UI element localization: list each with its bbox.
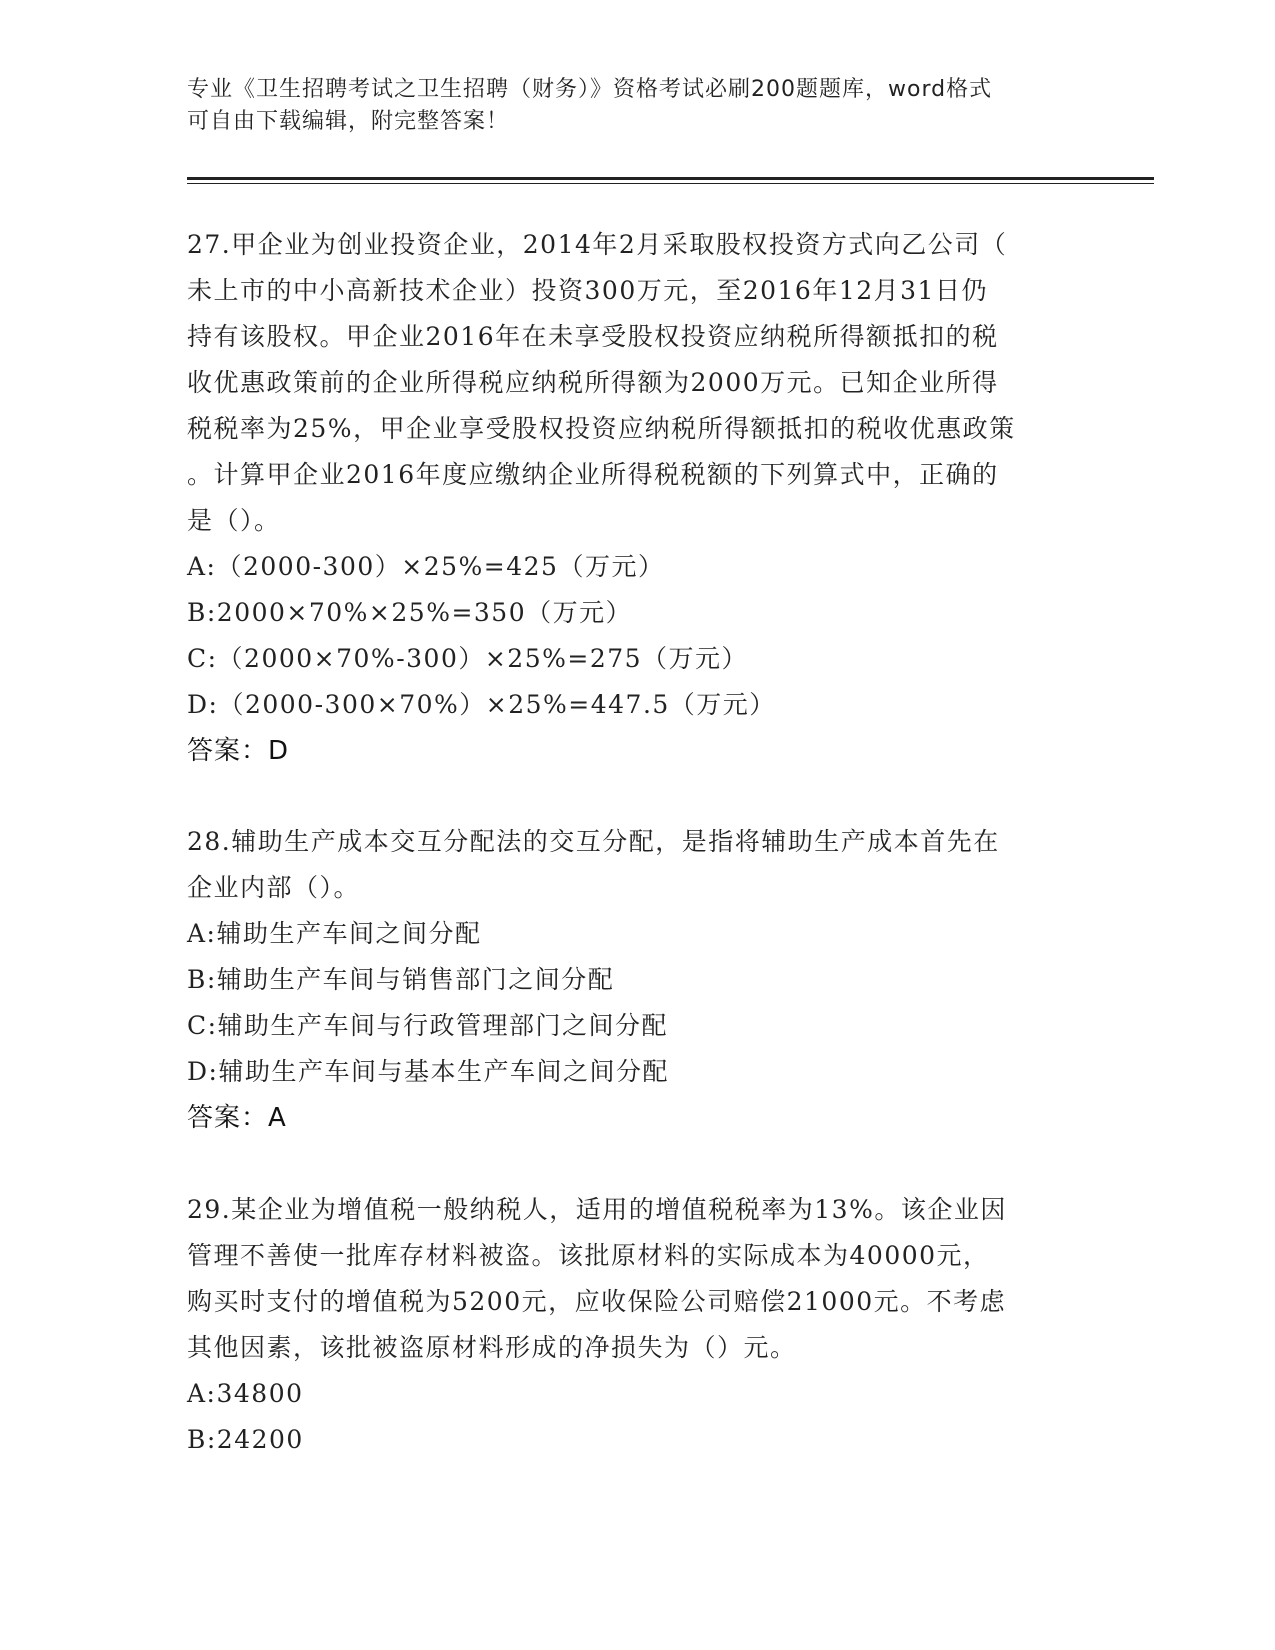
question-text-line: 未上市的中小高新技术企业）投资300万元，至2016年12月31日仍 bbox=[187, 276, 988, 305]
header-line-2: 可自由下载编辑，附完整答案！ bbox=[187, 109, 510, 134]
header-rule-thick bbox=[187, 177, 1154, 180]
option-a: A:辅助生产车间之间分配 bbox=[187, 919, 482, 948]
answer-label: 答案：A bbox=[187, 1103, 287, 1133]
question-28 bbox=[187, 819, 1087, 1141]
option-b: B:2000×70%×25%=350（万元） bbox=[187, 598, 633, 627]
question-text-line: 购买时支付的增值税为5200元，应收保险公司赔偿21000元。不考虑 bbox=[187, 1287, 1007, 1316]
question-text-line: 。计算甲企业2016年度应缴纳企业所得税税额的下列算式中，正确的 bbox=[187, 460, 999, 489]
question-text-line: 收优惠政策前的企业所得税应纳税所得额为2000万元。已知企业所得 bbox=[187, 368, 999, 397]
option-a: A:34800 bbox=[187, 1379, 304, 1408]
option-c: C:辅助生产车间与行政管理部门之间分配 bbox=[187, 1011, 669, 1040]
option-c: C:（2000×70%-300）×25%=275（万元） bbox=[187, 644, 749, 673]
question-text-line: 29.某企业为增值税一般纳税人，适用的增值税税率为13%。该企业因 bbox=[187, 1195, 1007, 1224]
question-29 bbox=[187, 1187, 1087, 1463]
question-text-line: 企业内部（）。 bbox=[187, 873, 361, 902]
header-rule-thin bbox=[187, 183, 1154, 184]
option-d: D:辅助生产车间与基本生产车间之间分配 bbox=[187, 1057, 669, 1086]
answer-label: 答案：D bbox=[187, 736, 290, 766]
option-b: B:辅助生产车间与销售部门之间分配 bbox=[187, 965, 615, 994]
question-text-line: 其他因素，该批被盗原材料形成的净损失为（）元。 bbox=[187, 1333, 797, 1362]
option-a: A:（2000-300）×25%=425（万元） bbox=[187, 552, 665, 581]
header-line-1: 专业《卫生招聘考试之卫生招聘（财务）》资格考试必刷200题题库，word格式 bbox=[187, 77, 993, 102]
question-text-line: 27.甲企业为创业投资企业，2014年2月采取股权投资方式向乙公司（ bbox=[187, 230, 1008, 259]
option-b: B:24200 bbox=[187, 1425, 304, 1454]
question-text-line: 是（）。 bbox=[187, 506, 281, 535]
question-text-line: 持有该股权。甲企业2016年在未享受股权投资应纳税所得额抵扣的税 bbox=[187, 322, 999, 351]
question-text-line: 管理不善使一批库存材料被盗。该批原材料的实际成本为40000元， bbox=[187, 1241, 990, 1270]
question-text-line: 税税率为25%，甲企业享受股权投资应纳税所得额抵扣的税收优惠政策 bbox=[187, 414, 1016, 443]
question-text-line: 28.辅助生产成本交互分配法的交互分配，是指将辅助生产成本首先在 bbox=[187, 827, 1000, 856]
question-27 bbox=[187, 222, 1087, 774]
option-d: D:（2000-300×70%）×25%=447.5（万元） bbox=[187, 690, 776, 719]
document-header bbox=[187, 74, 1067, 138]
